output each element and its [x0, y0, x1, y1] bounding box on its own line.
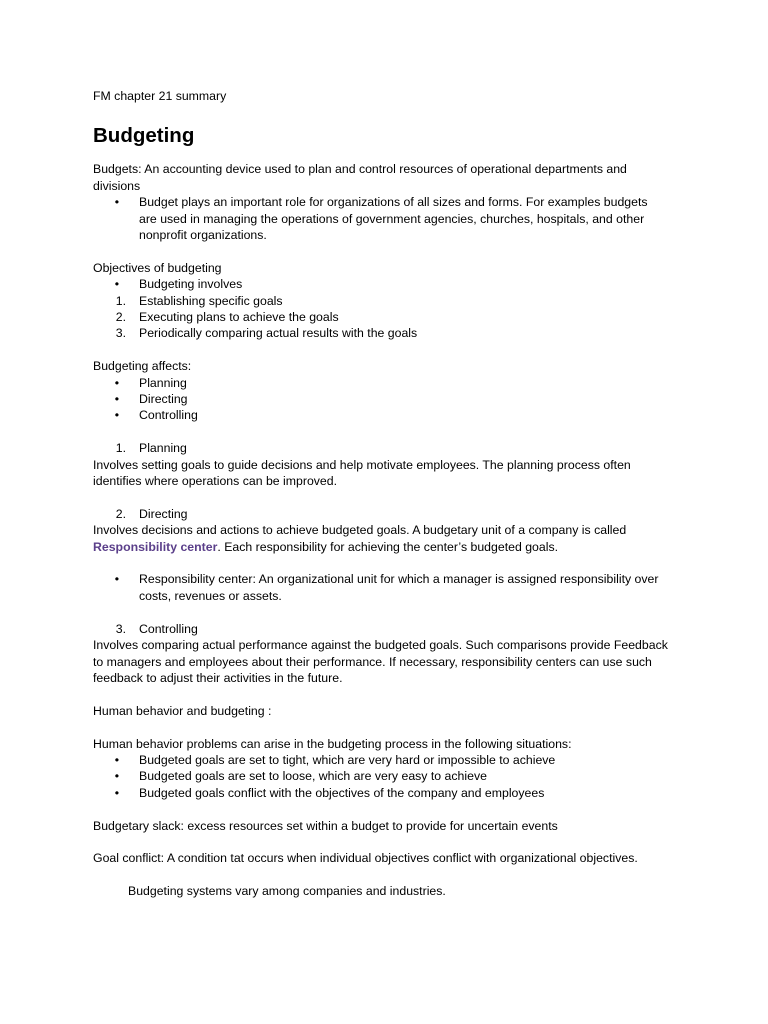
planning-section-header: [93, 440, 668, 456]
planning-text: Involves setting goals to guide decisions and help motivate employees. The planning process often identifies where operations can be improved.: [93, 457, 631, 489]
number-marker: 3.: [115, 621, 126, 636]
list-item-text: Budgeted goals conflict with the objectives of the company and employees: [139, 785, 545, 800]
bullet-marker: •: [114, 785, 119, 800]
human-behavior-bullet-list: [93, 752, 668, 801]
list-item-text: Budgeted goals are set to loose, which are very easy to achieve: [139, 769, 487, 784]
list-item: [93, 440, 668, 456]
list-item: [93, 768, 668, 784]
controlling-text: Involves comparing actual performance against the budgeted goals. Such comparisons provide Feedback to managers and employees about their performance. If necessary, responsibility centers can use such feedback to adjust their activities in the future.: [93, 638, 668, 685]
document-title: FM chapter 21 summary: [93, 89, 227, 103]
list-item-text: Planning: [139, 375, 187, 390]
list-item: [93, 276, 668, 292]
controlling-section-header: [93, 621, 668, 637]
list-item: [93, 506, 668, 522]
objectives-numbered-list: [93, 293, 668, 342]
list-item-text: Establishing specific goals: [139, 293, 283, 308]
number-marker: 2.: [115, 310, 126, 325]
objectives-bullet-list: [93, 276, 668, 292]
list-item-text: Budgeted goals are set to tight, which are very hard or impossible to achieve: [139, 752, 556, 767]
list-item: [93, 391, 668, 407]
bullet-marker: •: [114, 277, 119, 292]
bullet-marker: •: [114, 195, 119, 210]
list-item-text: Executing plans to achieve the goals: [139, 310, 339, 325]
human-behavior-title: Human behavior and budgeting :: [93, 703, 272, 718]
list-item: [93, 309, 668, 325]
affects-title: Budgeting affects:: [93, 359, 192, 374]
directing-text-after: . Each responsibility for achieving the center’s budgeted goals.: [217, 539, 559, 554]
goal-conflict-text: Goal conflict: A condition tat occurs when individual objectives conflict with organizational objectives.: [93, 851, 638, 866]
list-item: [93, 785, 668, 801]
affects-bullet-list: [93, 375, 668, 424]
number-marker: 1.: [115, 441, 126, 456]
list-item: [93, 571, 668, 604]
list-item-text: Budget plays an important role for organizations of all sizes and forms. For examples budgets are used in managing the operations of government agencies, churches, hospitals, and other nonprofit organizations.: [139, 195, 648, 243]
bullet-marker: •: [114, 752, 119, 767]
list-item-text: Controlling: [139, 408, 198, 423]
section-label: Directing: [139, 506, 188, 521]
section-label: Controlling: [139, 621, 198, 636]
list-item-text: Periodically comparing actual results with the goals: [139, 326, 418, 341]
number-marker: 2.: [115, 506, 126, 521]
human-behavior-intro: Human behavior problems can arise in the budgeting process in the following situations:: [93, 736, 572, 751]
list-item-text: Budgeting involves: [139, 277, 243, 292]
bullet-marker: •: [114, 572, 119, 587]
list-item: [93, 325, 668, 341]
number-marker: 3.: [115, 326, 126, 341]
responsibility-center-highlight: Responsibility center: [93, 539, 218, 554]
section-label: Planning: [139, 441, 187, 456]
bullet-marker: •: [114, 769, 119, 784]
list-item: [93, 621, 668, 637]
list-item-text: Directing: [139, 392, 188, 407]
list-item-text: Responsibility center: An organizational unit for which a manager is assigned responsibility over costs, revenues or assets.: [139, 572, 659, 603]
budgetary-slack-text: Budgetary slack: excess resources set within a budget to provide for uncertain events: [93, 818, 558, 833]
budgets-definition: Budgets: An accounting device used to plan and control resources of operational departments and divisions: [93, 162, 627, 193]
directing-section-header: [93, 506, 668, 522]
directing-text: [93, 522, 668, 555]
main-heading: Budgeting: [93, 124, 195, 148]
directing-bullet-list: [93, 571, 668, 604]
bullet-marker: •: [114, 392, 119, 407]
list-item: [93, 752, 668, 768]
list-item: [93, 293, 668, 309]
closing-text: Budgeting systems vary among companies and industries.: [128, 884, 446, 899]
objectives-title: Objectives of budgeting: [93, 260, 222, 275]
list-item: [93, 375, 668, 391]
list-item: [93, 194, 668, 243]
bullet-marker: •: [114, 375, 119, 390]
bullet-marker: •: [114, 408, 119, 423]
budgets-bullet-list: [93, 194, 668, 243]
directing-text-before: Involves decisions and actions to achieve budgeted goals. A budgetary unit of a company is called: [93, 523, 627, 538]
number-marker: 1.: [115, 293, 126, 308]
list-item: [93, 407, 668, 423]
